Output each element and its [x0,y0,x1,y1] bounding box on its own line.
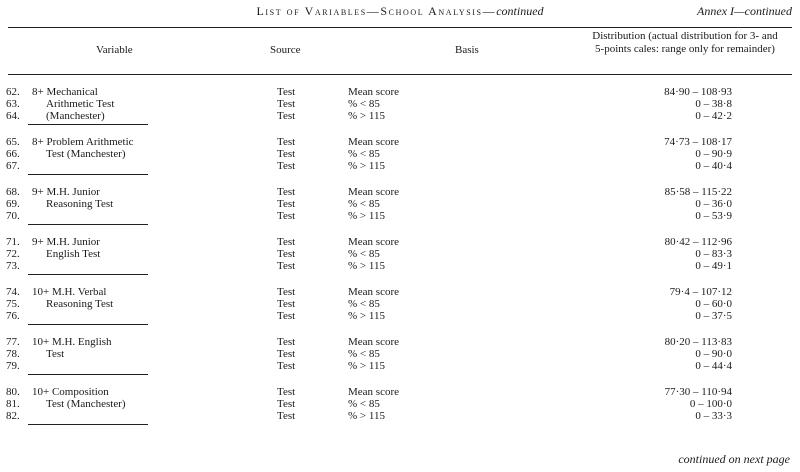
table-row [0,236,800,248]
source-cell: Test [277,98,296,110]
source-cell: Test [277,298,296,310]
basis-cell: % > 115 [348,210,385,222]
distribution-cell: 0 – 60·0 [695,298,732,310]
basis-cell: % > 115 [348,410,385,422]
distribution-cell: 77·30 – 110·94 [664,386,732,398]
basis-cell: Mean score [348,86,400,98]
group-divider [28,224,148,225]
page-header [0,4,800,26]
row-number: 82. [6,410,20,422]
group-divider [28,324,148,325]
basis-cell: Mean score [348,386,400,398]
distribution-cell: 0 – 100·0 [689,398,732,410]
source-cell: Test [277,148,296,160]
source-cell: Test [277,110,296,122]
basis-cell: Mean score [348,186,400,198]
row-number: 80. [6,386,20,398]
group-divider [28,174,148,175]
top-rule [8,27,792,28]
table-row [0,398,800,410]
source-cell: Test [277,160,296,172]
continued-note: continued on next page [678,452,790,466]
variable-cell: Arithmetic Test [46,98,115,110]
row-number: 78. [6,348,20,360]
distribution-cell: 0 – 53·9 [695,210,732,222]
distribution-cell: 0 – 40·4 [695,160,732,172]
source-cell: Test [277,198,296,210]
row-number: 62. [6,86,20,98]
group-divider [28,124,148,125]
distribution-cell: 85·58 – 115·22 [664,186,732,198]
table-row [0,260,800,272]
annex-label: Annex I—continued [697,4,792,18]
source-cell: Test [277,248,296,260]
header-rule [8,74,792,75]
basis-cell: % > 115 [348,360,385,372]
table-row [0,160,800,172]
table-row [0,86,800,98]
variable-cell: 8+ Mechanical [32,86,98,98]
group-divider [28,424,148,425]
source-cell: Test [277,398,296,410]
row-number: 64. [6,110,20,122]
basis-cell: % > 115 [348,310,385,322]
distribution-cell: 0 – 33·3 [695,410,732,422]
variable-cell: (Manchester) [46,110,105,122]
source-cell: Test [277,336,296,348]
source-cell: Test [277,386,296,398]
basis-cell: % < 85 [348,348,380,360]
source-cell: Test [277,286,296,298]
basis-cell: % > 115 [348,160,385,172]
distribution-cell: 80·20 – 113·83 [664,336,732,348]
basis-cell: Mean score [348,336,400,348]
table-row [0,310,800,322]
table-row [0,186,800,198]
distribution-cell: 0 – 90·0 [695,348,732,360]
variable-cell: 10+ Composition [32,386,109,398]
distribution-cell: 84·90 – 108·93 [664,86,732,98]
row-number: 76. [6,310,20,322]
distribution-cell: 0 – 83·3 [695,248,732,260]
row-number: 77. [6,336,20,348]
source-cell: Test [277,236,296,248]
group-divider [28,374,148,375]
column-header-variable: Variable [96,44,133,56]
source-cell: Test [277,348,296,360]
variable-cell: Reasoning Test [46,198,114,210]
variable-cell: Test (Manchester) [46,148,126,160]
table-row [0,98,800,110]
column-header-basis: Basis [455,44,479,56]
distribution-cell: 0 – 38·8 [695,98,732,110]
row-number: 74. [6,286,20,298]
variable-cell: 9+ M.H. Junior [32,236,100,248]
distribution-cell: 0 – 36·0 [695,198,732,210]
basis-cell: % < 85 [348,198,380,210]
title-text: List of Variables—School Analysis— [256,4,497,18]
source-cell: Test [277,136,296,148]
table-row [0,360,800,372]
distribution-cell: 0 – 37·5 [695,310,732,322]
table-row [0,336,800,348]
variable-cell: Reasoning Test [46,298,114,310]
table-row [0,286,800,298]
distribution-cell: 74·73 – 108·17 [664,136,732,148]
column-header-source: Source [270,44,301,56]
distribution-cell: 0 – 49·1 [695,260,732,272]
basis-cell: % < 85 [348,398,380,410]
variable-cell: Test (Manchester) [46,398,126,410]
row-number: 69. [6,198,20,210]
variable-cell: 10+ M.H. Verbal [32,286,107,298]
row-number: 63. [6,98,20,110]
basis-cell: % < 85 [348,148,380,160]
row-number: 72. [6,248,20,260]
row-number: 70. [6,210,20,222]
row-number: 71. [6,236,20,248]
table-row [0,298,800,310]
table-row [0,386,800,398]
title-continued: continued [496,4,544,18]
distribution-cell: 80·42 – 112·96 [664,236,732,248]
row-number: 68. [6,186,20,198]
basis-cell: Mean score [348,286,400,298]
distribution-cell: 0 – 42·2 [695,110,732,122]
row-number: 79. [6,360,20,372]
table-row [0,198,800,210]
column-header-distribution: Distribution (actual distribution for 3- and 5-points cales: range only for remainder) [592,30,778,55]
group-divider [28,274,148,275]
table-row [0,410,800,422]
basis-cell: % < 85 [348,98,380,110]
row-number: 75. [6,298,20,310]
row-number: 67. [6,160,20,172]
source-cell: Test [277,360,296,372]
source-cell: Test [277,310,296,322]
table-row [0,248,800,260]
row-number: 73. [6,260,20,272]
source-cell: Test [277,86,296,98]
source-cell: Test [277,186,296,198]
source-cell: Test [277,410,296,422]
table-row [0,210,800,222]
row-number: 65. [6,136,20,148]
row-number: 81. [6,398,20,410]
variable-cell: 8+ Problem Arithmetic [32,136,134,148]
distribution-cell: 0 – 44·4 [695,360,732,372]
page-title [0,4,800,19]
table-row [0,136,800,148]
source-cell: Test [277,260,296,272]
basis-cell: Mean score [348,136,400,148]
variable-cell: 10+ M.H. English [32,336,112,348]
table-row [0,110,800,122]
table-row [0,348,800,360]
basis-cell: % < 85 [348,248,380,260]
source-cell: Test [277,210,296,222]
table-row [0,148,800,160]
variable-cell: English Test [46,248,101,260]
basis-cell: Mean score [348,236,400,248]
distribution-cell: 79·4 – 107·12 [669,286,732,298]
variable-cell: 9+ M.H. Junior [32,186,100,198]
basis-cell: % > 115 [348,260,385,272]
basis-cell: % > 115 [348,110,385,122]
row-number: 66. [6,148,20,160]
basis-cell: % < 85 [348,298,380,310]
variable-cell: Test [46,348,65,360]
distribution-cell: 0 – 90·9 [695,148,732,160]
